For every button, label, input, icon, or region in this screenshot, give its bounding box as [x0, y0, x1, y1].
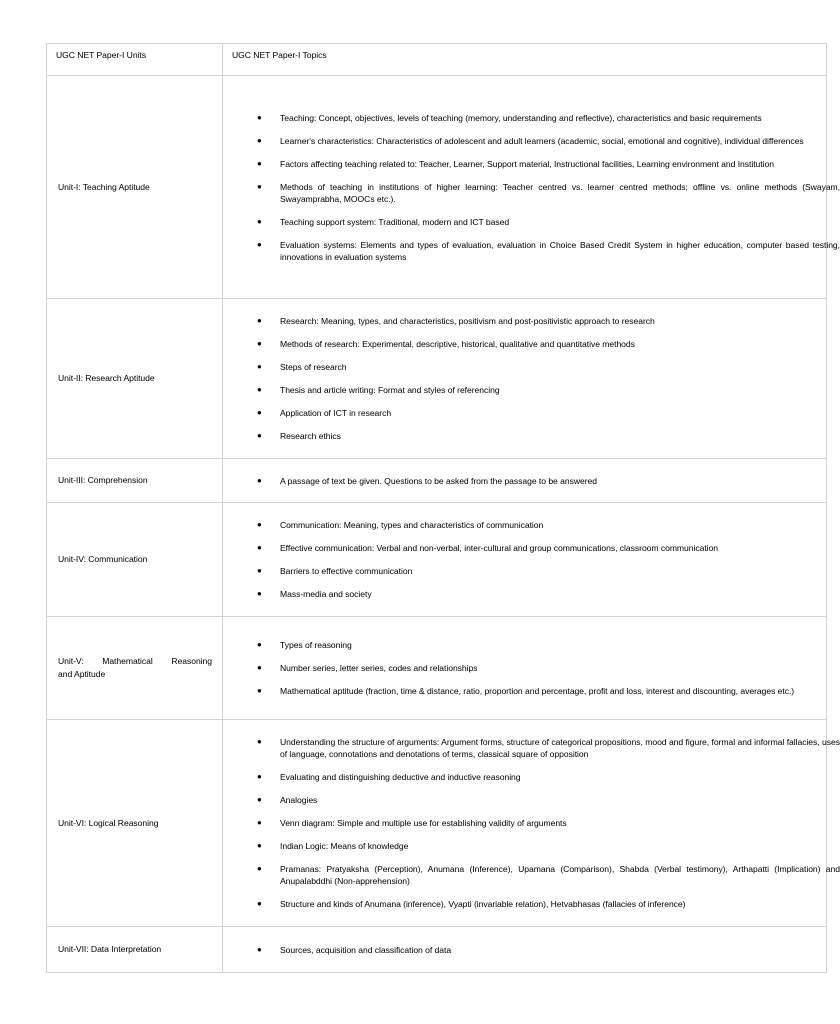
topic-item	[223, 565, 840, 577]
topics-column-header: UGC NET Paper-I Topics	[223, 44, 827, 76]
topic-text: Factors affecting teaching related to: Teacher, Learner, Support material, Instructional facilities, Learning environment and Institution	[280, 158, 774, 169]
topic-item	[223, 475, 840, 487]
unit-name-cell	[47, 299, 223, 459]
unit-name-line: and Aptitude	[58, 669, 106, 679]
bullet-icon: ●	[257, 543, 262, 552]
unit-name-cell	[47, 927, 223, 973]
topic-item	[223, 898, 840, 910]
topic-text: Teaching: Concept, objectives, levels of teaching (memory, understanding and reflective), characteristics and basic requirements	[280, 112, 762, 123]
bullet-icon: ●	[257, 589, 262, 598]
bullet-icon: ●	[257, 640, 262, 649]
topic-item	[223, 158, 840, 170]
unit-name-cell	[47, 503, 223, 617]
table-row	[47, 617, 827, 720]
topic-text: Thesis and article writing: Format and styles of referencing	[280, 385, 500, 395]
topic-item	[223, 639, 840, 651]
topics-cell	[223, 459, 827, 503]
topic-text: Methods of teaching in institutions of higher learning: Teacher centred vs. learner centred methods; offline vs. online methods (Swayam, Swayamprabha, MOOCs etc.).	[280, 181, 840, 204]
bullet-icon: ●	[257, 112, 262, 122]
bullet-icon: ●	[257, 362, 262, 371]
topic-item	[223, 384, 840, 396]
topic-item	[223, 588, 840, 600]
topic-list	[223, 736, 840, 910]
topic-list	[223, 112, 840, 263]
topic-item	[223, 112, 840, 124]
unit-name: Unit-IV: Communication	[58, 554, 148, 564]
bullet-icon: ●	[257, 566, 262, 575]
bullet-icon: ●	[257, 795, 262, 804]
topic-text: Analogies	[280, 795, 318, 805]
topic-item	[223, 944, 840, 956]
topic-text: Understanding the structure of arguments: Argument forms, structure of categorical propositions, mood and figure, formal and informal fallacies, uses of language, connotations and denotations of terms, classical square of opposition	[280, 737, 840, 759]
topic-list	[223, 639, 826, 697]
topic-item	[223, 181, 840, 205]
topics-cell	[223, 299, 827, 459]
topic-text: Pramanas: Pratyaksha (Perception), Anumana (Inference), Upamana (Comparison), Shabda (Verbal testimony), Arthapatti (Implication) and Anupalabddhi (Non-apprehension)	[280, 864, 840, 886]
topic-item	[223, 430, 840, 442]
topic-text: Learner's characteristics: Characteristics of adolescent and adult learners (academic, social, emotional and cognitive), individual differences	[280, 135, 804, 146]
topic-text: Evaluating and distinguishing deductive and inductive reasoning	[280, 772, 521, 782]
unit-name: Unit-VI: Logical Reasoning	[58, 817, 159, 828]
topics-cell	[223, 76, 840, 299]
table-row	[47, 459, 827, 503]
topic-text: Research: Meaning, types, and characteristics, positivism and post-positivistic approach to research	[280, 316, 655, 326]
topic-list	[223, 315, 826, 442]
topic-text: Sources, acquisition and classification of data	[280, 944, 452, 955]
bullet-icon: ●	[257, 216, 262, 226]
unit-name: Unit-VII: Data Interpretation	[58, 944, 162, 954]
bullet-icon: ●	[257, 408, 262, 417]
bullet-icon: ●	[257, 316, 262, 325]
bullet-icon: ●	[257, 772, 262, 781]
topic-text: Steps of research	[280, 362, 347, 372]
bullet-icon: ●	[257, 841, 262, 850]
topic-item	[223, 542, 840, 554]
topic-list	[223, 519, 826, 600]
unit-name-line: Unit-V: Mathematical Reasoning	[58, 656, 212, 666]
bullet-icon: ●	[257, 385, 262, 394]
bullet-icon: ●	[257, 864, 262, 873]
bullet-icon: ●	[257, 431, 262, 440]
bullet-icon: ●	[257, 944, 262, 954]
unit-name: Unit-II: Research Aptitude	[58, 373, 155, 383]
unit-name-cell	[47, 76, 223, 299]
table-row	[47, 76, 827, 299]
topic-list	[223, 475, 826, 487]
topic-item	[223, 338, 840, 350]
topic-text: Methods of research: Experimental, descriptive, historical, qualitative and quantitative methods	[280, 339, 635, 349]
topic-text: Structure and kinds of Anumana (inference), Vyapti (invariable relation), Hetvabhasas (fallacies of inference)	[280, 899, 686, 909]
table-row	[47, 503, 827, 617]
unit-name-cell	[47, 720, 223, 927]
topic-item	[223, 771, 840, 783]
bullet-icon: ●	[257, 737, 262, 746]
topic-text: Types of reasoning	[280, 640, 352, 650]
topic-text: Application of ICT in research	[280, 408, 392, 418]
topic-text: Teaching support system: Traditional, modern and ICT based	[280, 216, 510, 227]
unit-name: Unit-I: Teaching Aptitude	[58, 181, 150, 192]
bullet-icon: ●	[257, 520, 262, 529]
topic-item	[223, 840, 840, 852]
unit-name: Unit-III: Comprehension	[58, 475, 148, 485]
bullet-icon: ●	[257, 663, 262, 672]
units-column-header: UGC NET Paper-I Units	[47, 44, 223, 76]
topic-item	[223, 361, 840, 373]
topic-item	[223, 817, 840, 829]
topic-list	[223, 944, 826, 956]
bullet-icon: ●	[257, 158, 262, 168]
topic-item	[223, 863, 840, 887]
table-row	[47, 720, 827, 927]
bullet-icon: ●	[257, 686, 262, 695]
topic-item	[223, 794, 840, 806]
topic-text: Communication: Meaning, types and characteristics of communication	[280, 520, 544, 530]
topic-item	[223, 135, 840, 147]
bullet-icon: ●	[257, 339, 262, 348]
bullet-icon: ●	[257, 899, 262, 908]
table-header-row	[47, 44, 827, 76]
topic-text: Barriers to effective communication	[280, 566, 413, 576]
topics-cell	[223, 927, 827, 973]
unit-name-cell	[47, 459, 223, 503]
bullet-icon: ●	[257, 181, 262, 191]
topics-cell	[223, 503, 827, 617]
topic-item	[223, 662, 840, 674]
topic-text: A passage of text be given. Questions to be asked from the passage to be answered	[280, 475, 597, 486]
topic-item	[223, 519, 840, 531]
topic-item	[223, 216, 840, 228]
bullet-icon: ●	[257, 475, 262, 485]
topic-text: Venn diagram: Simple and multiple use for establishing validity of arguments	[280, 818, 567, 828]
topic-text: Evaluation systems: Elements and types of evaluation, evaluation in Choice Based Credit System in higher education, computer based testing, innovations in evaluation systems	[280, 239, 840, 262]
topic-item	[223, 685, 840, 697]
bullet-icon: ●	[257, 135, 262, 145]
topic-text: Indian Logic: Means of knowledge	[280, 841, 409, 851]
topics-cell	[223, 617, 827, 720]
syllabus-table	[46, 43, 840, 973]
bullet-icon: ●	[257, 818, 262, 827]
topics-cell	[223, 720, 840, 927]
unit-name-cell	[47, 617, 223, 720]
topic-text: Mass-media and society	[280, 589, 372, 599]
topic-item	[223, 315, 840, 327]
topic-text: Mathematical aptitude (fraction, time & distance, ratio, proportion and percentage, profit and loss, interest and discounting, averages etc.)	[280, 686, 795, 696]
bullet-icon: ●	[257, 239, 262, 249]
topic-item	[223, 239, 840, 263]
topic-text: Research ethics	[280, 431, 341, 441]
table-row	[47, 299, 827, 459]
topic-item	[223, 407, 840, 419]
table-row	[47, 927, 827, 973]
topic-text: Effective communication: Verbal and non-verbal, inter-cultural and group communications, classroom communication	[280, 543, 718, 553]
topic-text: Number series, letter series, codes and relationships	[280, 663, 478, 673]
topic-item	[223, 736, 840, 760]
